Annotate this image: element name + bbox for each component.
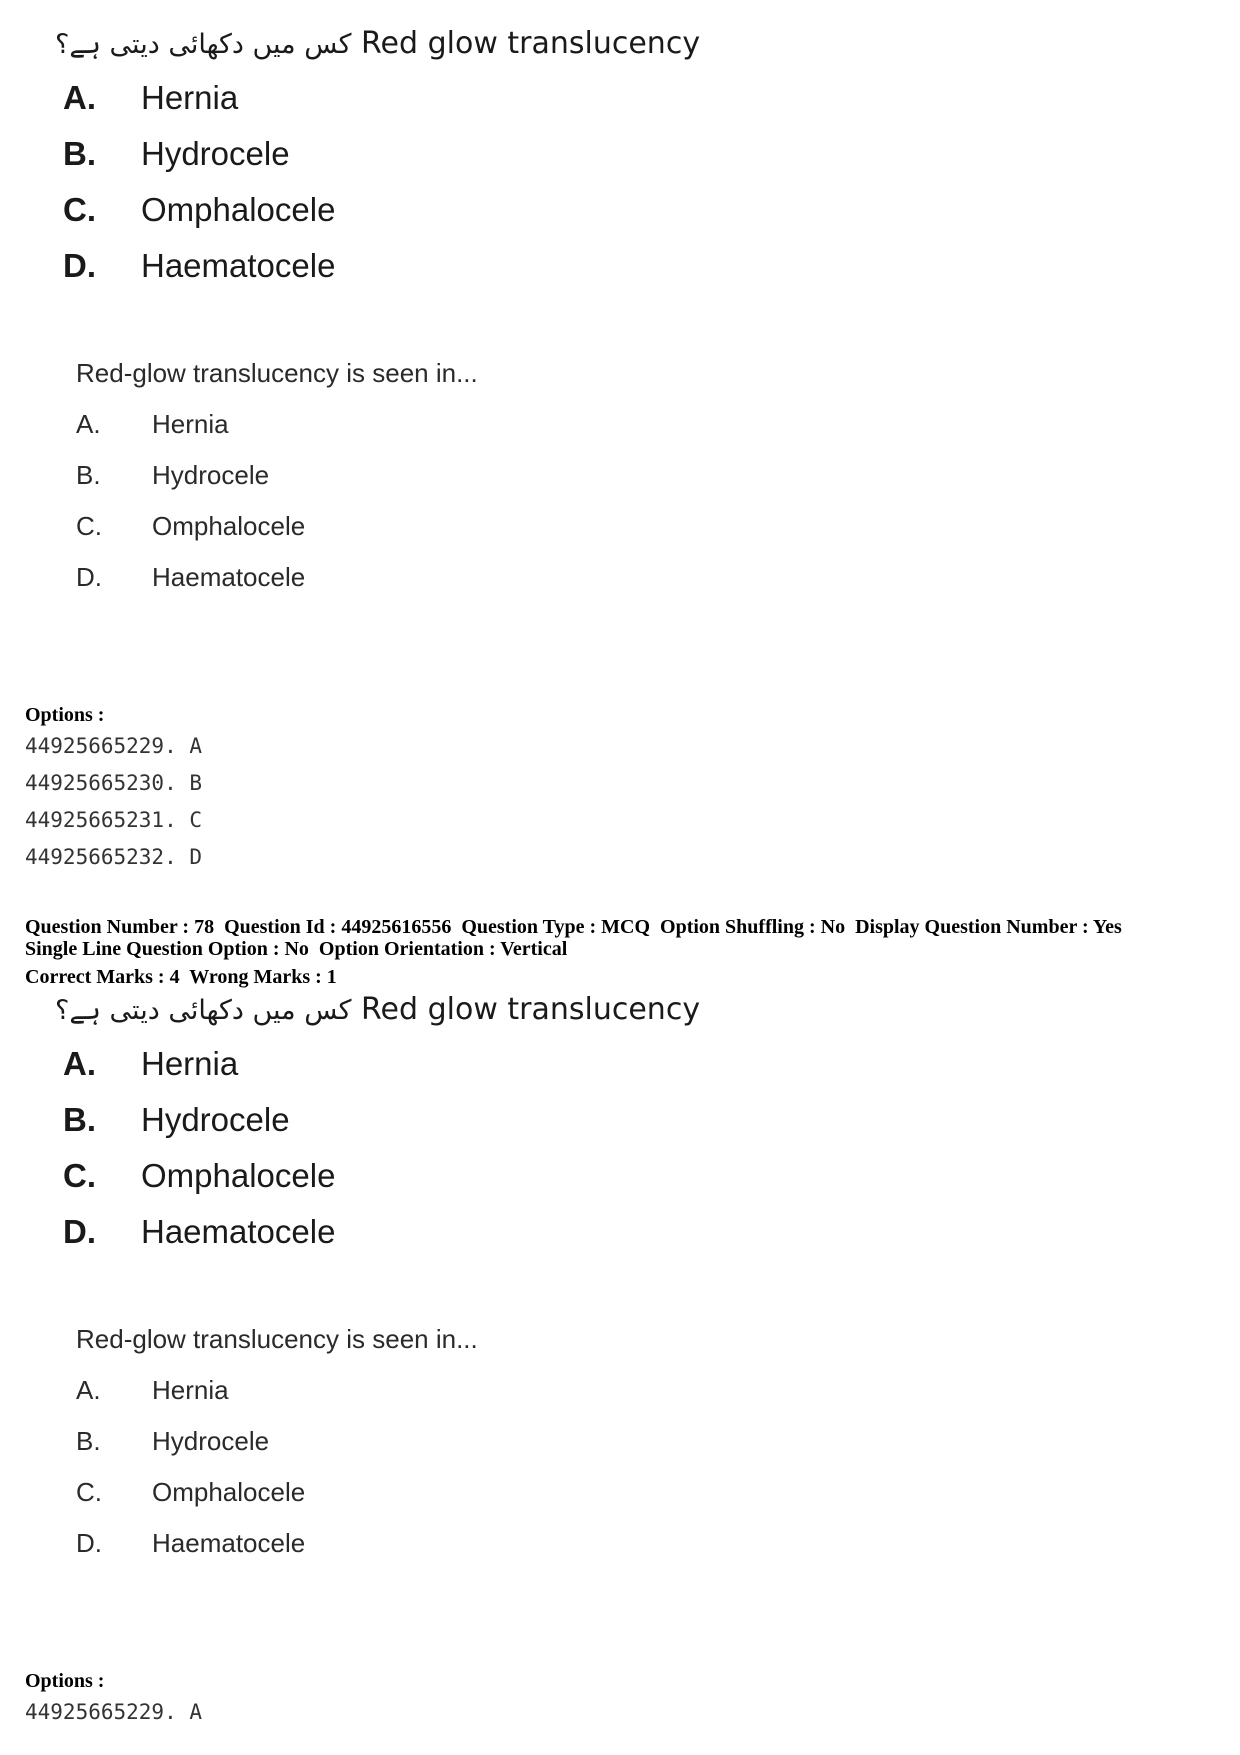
bilingual-prompt [55, 26, 735, 61]
option-text: Haematocele [141, 247, 336, 284]
plain-option-c [76, 501, 735, 552]
option-id-item: 44925665231. C [25, 808, 203, 832]
option-letter: C. [76, 1477, 102, 1507]
option-id-list [25, 728, 202, 876]
option-letter: B. [63, 1101, 96, 1138]
option-letter: A. [76, 409, 101, 439]
option-letter: B. [76, 460, 101, 490]
bold-option-b [63, 1092, 735, 1148]
plain-option-b [76, 1416, 735, 1467]
option-text: Hernia [141, 79, 239, 116]
question-meta-line-2: Single Line Question Option : No Option Orientation : Vertical [25, 938, 568, 960]
option-letter: D. [63, 247, 96, 284]
option-text: Hydrocele [152, 1426, 270, 1456]
english-question: Red-glow translucency is seen in... [76, 358, 478, 388]
option-letter: C. [63, 1157, 96, 1194]
option-letter: D. [63, 1213, 96, 1250]
options-label: Options : [25, 1670, 105, 1692]
plain-option-c [76, 1467, 735, 1518]
option-text: Hernia [141, 1045, 239, 1082]
option-text: Hernia [152, 409, 229, 439]
options-section-1 [25, 705, 202, 876]
question-meta [25, 916, 1122, 988]
plain-option-list [55, 1365, 735, 1569]
option-text: Haematocele [152, 1528, 306, 1558]
option-id-item: 44925665229. A [25, 734, 203, 758]
option-text: Omphalocele [141, 1157, 336, 1194]
plain-option-a [76, 399, 735, 450]
bold-option-d [63, 238, 735, 294]
bold-option-d [63, 1204, 735, 1260]
option-letter: B. [76, 1426, 101, 1456]
option-id-item: 44925665230. B [25, 771, 203, 795]
question-image-1 [55, 26, 735, 603]
options-section-2 [25, 1671, 202, 1731]
option-letter: A. [63, 79, 96, 116]
plain-option-b [76, 450, 735, 501]
question-image-2 [55, 992, 735, 1569]
prompt-english-term: Red glow translucency [361, 26, 701, 61]
plain-option-d [76, 1518, 735, 1569]
bold-option-c [63, 182, 735, 238]
option-letter: A. [63, 1045, 96, 1082]
bold-option-c [63, 1148, 735, 1204]
option-text: Haematocele [141, 1213, 336, 1250]
option-letter: C. [76, 511, 102, 541]
plain-option-list [55, 399, 735, 603]
urdu-prompt-text: کس میں دکھائی دیتی ہے؟ [55, 995, 352, 1026]
plain-option-a [76, 1365, 735, 1416]
option-letter: B. [63, 135, 96, 172]
option-letter: D. [76, 562, 102, 592]
urdu-prompt-text: کس میں دکھائی دیتی ہے؟ [55, 29, 352, 60]
plain-option-d [76, 552, 735, 603]
option-text: Hydrocele [141, 135, 290, 172]
option-letter: D. [76, 1528, 102, 1558]
question-meta-line-1: Question Number : 78 Question Id : 44925616556 Question Type : MCQ Option Shuffling : No Display Question Number : Yes [25, 916, 1122, 938]
bold-option-list [55, 1036, 735, 1260]
question-meta-line-3: Correct Marks : 4 Wrong Marks : 1 [25, 966, 337, 988]
option-text: Omphalocele [141, 191, 336, 228]
bold-option-b [63, 126, 735, 182]
option-text: Haematocele [152, 562, 306, 592]
english-question: Red-glow translucency is seen in... [76, 1324, 478, 1354]
option-text: Omphalocele [152, 1477, 306, 1507]
option-text: Hydrocele [152, 460, 270, 490]
prompt-english-term: Red glow translucency [361, 992, 701, 1027]
bold-option-a [63, 70, 735, 126]
bold-option-a [63, 1036, 735, 1092]
bilingual-prompt [55, 992, 735, 1027]
options-label: Options : [25, 704, 105, 726]
option-letter: C. [63, 191, 96, 228]
option-letter: A. [76, 1375, 101, 1405]
option-text: Hydrocele [141, 1101, 290, 1138]
option-id-item: 44925665229. A [25, 1700, 203, 1724]
option-id-list [25, 1694, 202, 1731]
bold-option-list [55, 70, 735, 294]
option-id-item: 44925665232. D [25, 845, 203, 869]
option-text: Omphalocele [152, 511, 306, 541]
option-text: Hernia [152, 1375, 229, 1405]
